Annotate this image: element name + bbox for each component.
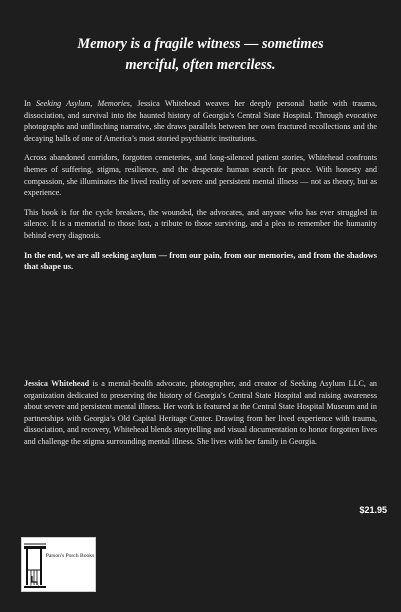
description-p1-prefix: In [24, 99, 36, 108]
description-p1-rest: , Jessica Whitehead weaves her deeply personal battle with trauma, dissociation, and survival into the haunted history of Georgia’s Central State Hospital. Through evocative photographs and unflinching narrative, she draws parallels between her own fractured recollections and the decaying halls of one of America’s most storied psychiatric institutions. [24, 99, 378, 143]
description-closing-line: In the end, we are all seeking asylum — from our pain, from our memories, and from the shadows that shape us. [24, 250, 377, 272]
author-bio-text: is a mental-health advocate, photographer, and creator of Seeking Asylum LLC, an organization dedicated to preserving the history of Georgia’s Central State Hospital and raising awareness about severe and persistent mental illness. Her work is featured at the Central State Hospital Museum and in partnerships with Georgia’s Old Capital Heritage Center. Drawing from her lived experience with trauma, dissociation, and recovery, Whitehead blends storytelling and visual documentation to honor forgotten lives and challenge the stigma surrounding mental illness. She lives with her family in Georgia. [24, 379, 377, 446]
porch-rocking-chair-icon [24, 540, 46, 590]
price-label: $21.95 [359, 505, 387, 515]
book-description [24, 98, 377, 281]
description-paragraph-1 [24, 98, 377, 144]
tagline [30, 34, 371, 76]
author-bio [24, 378, 377, 448]
author-name: Jessica Whitehead [24, 379, 90, 388]
book-title: Seeking Asylum, Memories [35, 99, 130, 108]
publisher-name: Parson's Porch Books [45, 553, 95, 559]
description-paragraph-3: This book is for the cycle breakers, the wounded, the advocates, and anyone who has ever struggled in silence. It is a memorial to those lost, a tribute to those surviving, and a plea to remember the humanity behind every diagnosis. [24, 207, 377, 240]
publisher-logo [21, 537, 96, 592]
description-paragraph-2: Across abandoned corridors, forgotten cemeteries, and long-silenced patient stories, Whitehead confronts themes of suffering, stigma, resilience, and the desperate human search for peace. With honesty and compassion, she illuminates the lived reality of severe and persistent mental illness — not as theory, but as experience. [24, 153, 377, 198]
tagline-line-2: merciful, often merciless. [125, 57, 276, 73]
tagline-line-1: Memory is a fragile witness — sometimes [77, 36, 324, 52]
